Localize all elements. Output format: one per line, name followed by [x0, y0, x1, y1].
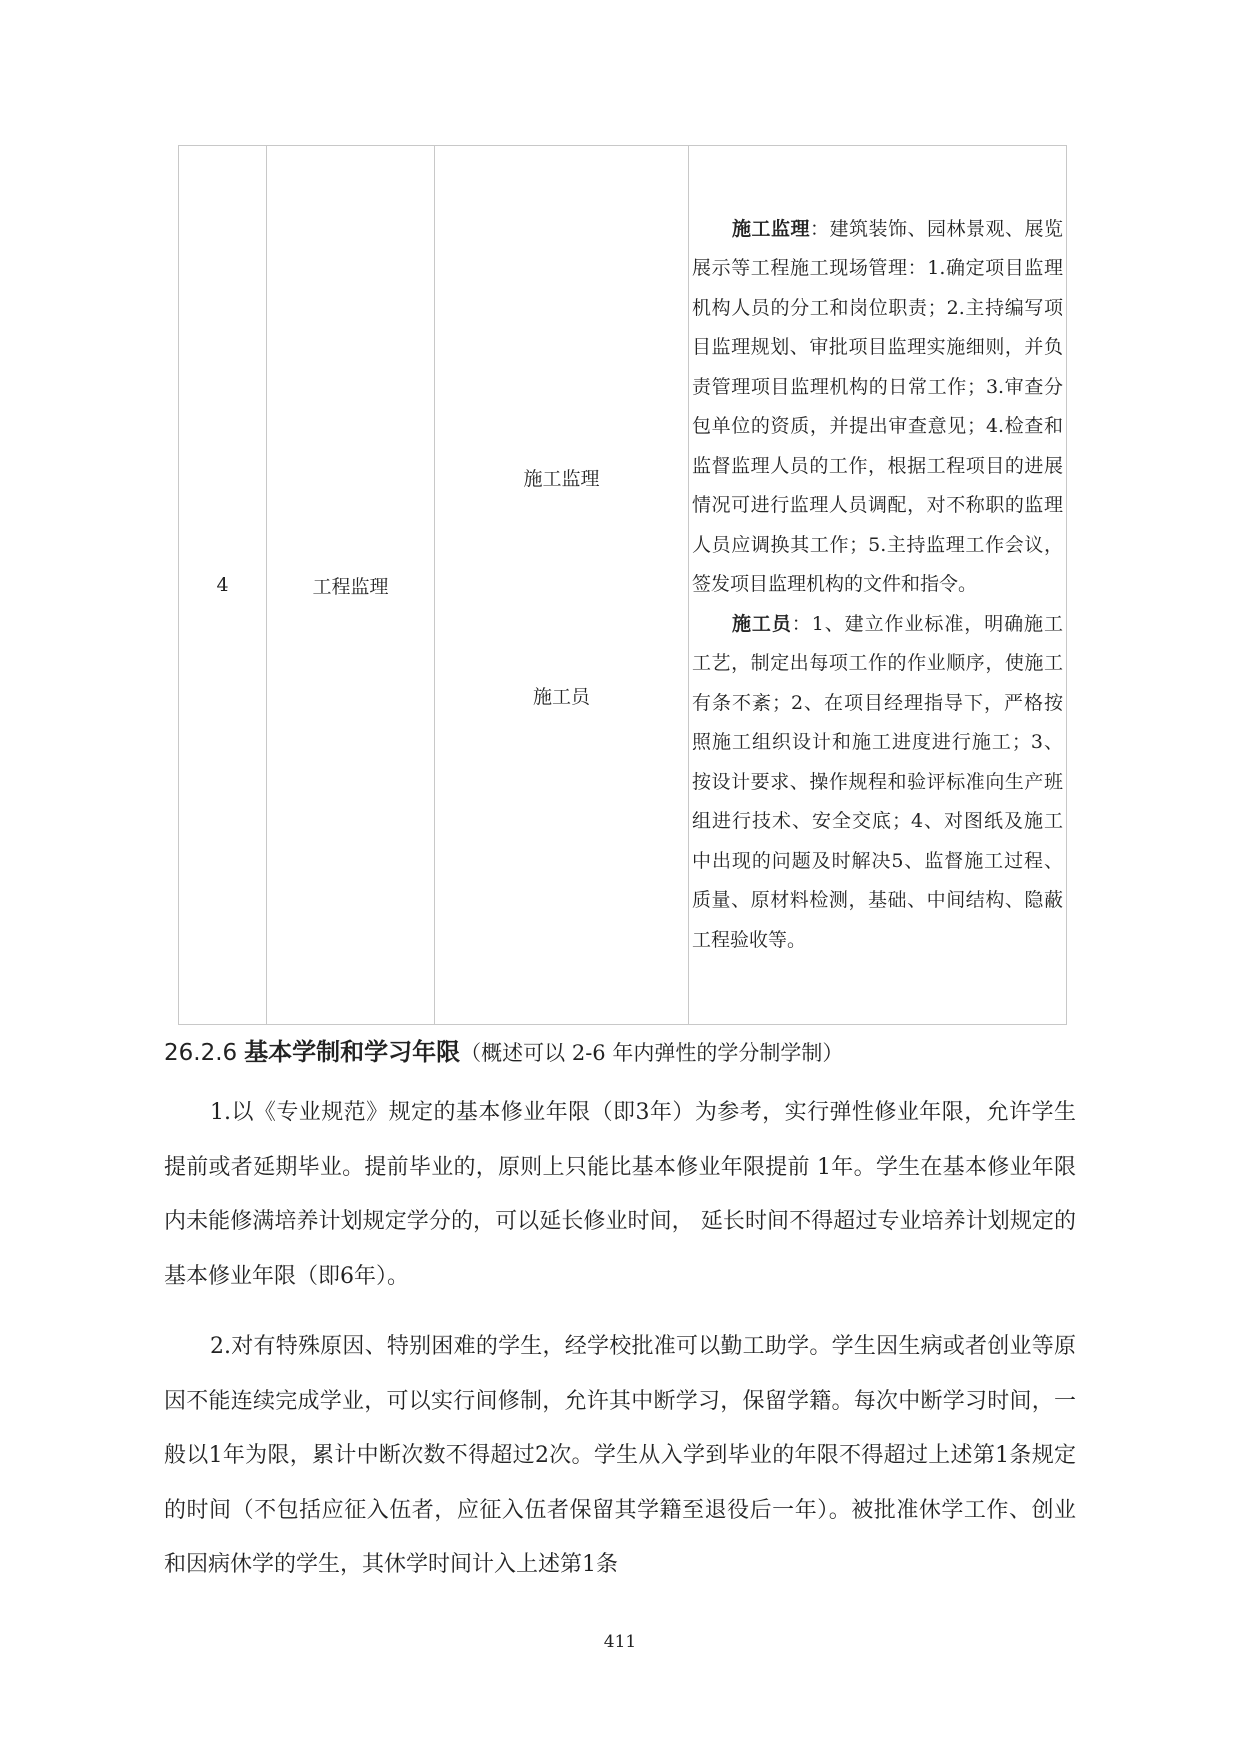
major-cell	[267, 146, 435, 1025]
description-lead: 施工员	[732, 612, 792, 635]
paragraph-text: 1.以《专业规范》规定的基本修业年限（即3年）为参考，实行弹性修业年限，允许学生提前或者延期毕业。提前毕业的，原则上只能比基本修业年限提前 1年。学生在基本修业年限内未能修满培养计划规定学分的，可以延长修业时间， 延长时间不得超过专业培养计划规定的基本修业年限（即6年）。	[164, 1100, 1076, 1289]
section-note: （概述可以 2-6 年内弹性的学分制学制）	[460, 1041, 844, 1065]
page-number: 411	[603, 1632, 637, 1652]
position-supervision: 施工监理	[523, 468, 600, 490]
section-number: 26.2.6	[164, 1040, 238, 1066]
positions-cell	[435, 146, 689, 1025]
description-lead: 施工监理	[732, 217, 810, 240]
description-supervision	[692, 210, 1063, 605]
row-number: 4	[216, 574, 229, 596]
major-name: 工程监理	[312, 575, 389, 598]
paragraph-1	[164, 1086, 1076, 1304]
description-body: ：1、建立作业标准，明确施工工艺，制定出每项工作的作业顺序，使施工有条不紊；2、在项目经理指导下，严格按照施工组织设计和施工进度进行施工；3、按设计要求、操作规程和验评标准向生产班组进行技术、安全交底；4、对图纸及施工中出现的问题及时解决5、监督施工过程、质量、原材料检测，基础、中间结构、隐蔽工程验收等。	[692, 612, 1063, 951]
table-row	[179, 146, 1067, 1025]
paragraph-text: 2.对有特殊原因、特别困难的学生，经学校批准可以勤工助学。学生因生病或者创业等原因不能连续完成学业，可以实行间修制，允许其中断学习，保留学籍。每次中断学习时间，一般以1年为限，累计中断次数不得超过2次。学生从入学到毕业的年限不得超过上述第1条规定的时间（不包括应征入伍者，应征入伍者保留其学籍至退役后一年）。被批准休学工作、创业和因病休学的学生，其休学时间计入上述第1条	[164, 1334, 1076, 1577]
occupation-table	[178, 145, 1067, 1025]
paragraph-2	[164, 1320, 1076, 1593]
description-constructor	[692, 605, 1063, 961]
section-title: 基本学制和学习年限	[244, 1038, 461, 1066]
descriptions-cell	[689, 146, 1067, 1025]
description-body: ：建筑装饰、园林景观、展览展示等工程施工现场管理：1.确定项目监理机构人员的分工和岗位职责；2.主持编写项目监理规划、审批项目监理实施细则，并负责管理项目监理机构的日常工作；3.审查分包单位的资质，并提出审查意见；4.检查和监督监理人员的工作，根据工程项目的进展情况可进行监理人员调配，对不称职的监理人员应调换其工作；5.主持监理工作会议，签发项目监理机构的文件和指令。	[692, 217, 1063, 596]
position-constructor: 施工员	[532, 686, 590, 708]
section-heading	[164, 1032, 843, 1067]
row-number-cell	[179, 146, 267, 1025]
